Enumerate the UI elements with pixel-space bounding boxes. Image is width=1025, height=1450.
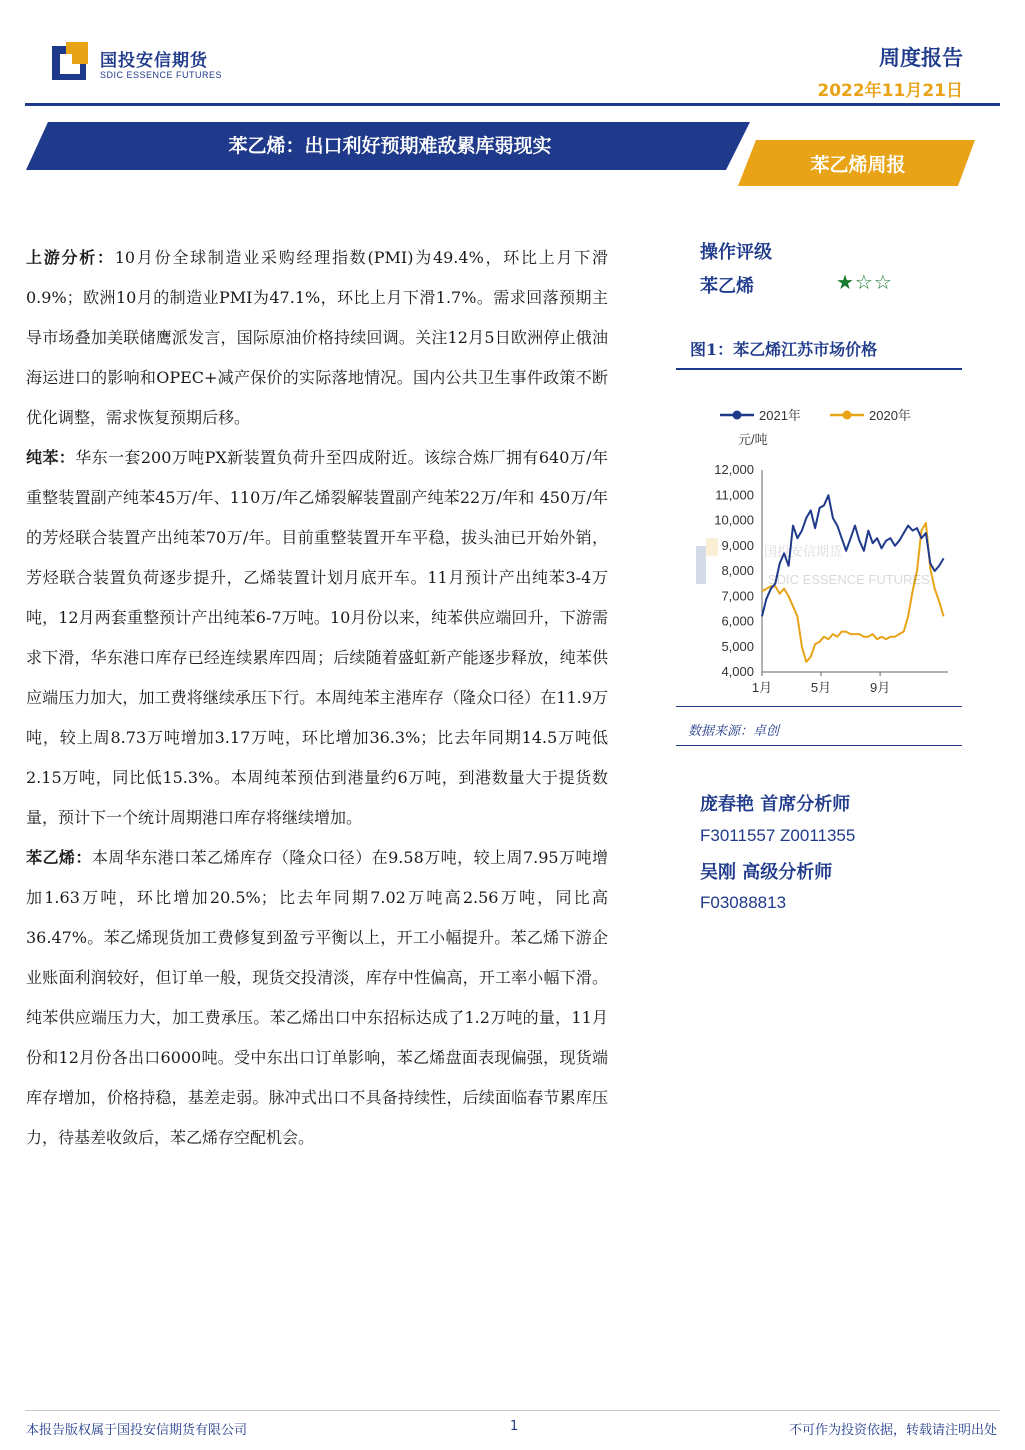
legend-marker — [843, 411, 852, 420]
rating-stars-icon: ★☆☆ — [836, 270, 893, 294]
footer-disclaimer: 不可作为投资依据，转载请注明出处 — [788, 1423, 997, 1438]
legend-label: 2021年 — [759, 408, 801, 423]
rating-title: 操作评级 — [700, 242, 772, 263]
chart-x-axis — [752, 672, 948, 695]
paragraph-lead: 纯苯： — [26, 448, 76, 467]
price-line-chart — [680, 398, 965, 708]
main-body — [26, 238, 608, 1158]
rating-product: 苯乙烯 — [700, 276, 754, 297]
analyst-2-id: F03088813 — [700, 893, 787, 912]
page-number: 1 — [510, 1419, 519, 1434]
paragraph-lead: 苯乙烯： — [26, 848, 92, 867]
logo-mark-icon — [52, 42, 92, 82]
x-tick-label: 9月 — [869, 680, 891, 695]
x-tick-label: 1月 — [751, 680, 773, 695]
legend-label: 2020年 — [869, 408, 911, 423]
styrene-paragraph — [26, 838, 608, 1158]
logo-text-en: SDIC ESSENCE FUTURES — [100, 70, 223, 80]
analyst-2-name: 吴刚 高级分析师 — [700, 862, 833, 883]
chart-legend — [720, 408, 911, 423]
figure-divider — [676, 368, 962, 370]
paragraph-text: 本周华东港口苯乙烯库存（隆众口径）在9.58万吨，较上周7.95万吨增加1.63万吨，环比增加20.5%；比去年同期7.02万吨高2.56万吨，同比高36.47%。苯乙烯现货加工费修复到盈亏平衡以上，开工小幅提升。苯乙烯下游企业账面利润较好，但订单一般，现货交投清淡，库存中性偏高，开工率小幅下滑。纯苯供应端压力大，加工费承压。苯乙烯出口中东招标达成了1.2万吨的量，11月份和12月份各出口6000吨。受中东出口订单影响，苯乙烯盘面表现偏强，现货端库存增加，价格持稳，基差走弱。脉冲式出口不具备持续性，后续面临春节累库压力，待基差收敛后，苯乙烯存空配机会。 — [26, 848, 608, 1147]
figure-title: 图1：苯乙烯江苏市场价格 — [690, 340, 878, 359]
source-divider-top — [676, 706, 962, 707]
legend-marker — [733, 411, 742, 420]
y-tick-label: 11,000 — [715, 487, 754, 503]
analyst-1-id: F3011557 Z0011355 — [700, 826, 856, 845]
report-series-label: 苯乙烯周报 — [810, 154, 906, 176]
company-logo — [52, 42, 242, 86]
chart-unit-label: 元/吨 — [738, 432, 768, 447]
chart-source: 数据来源：卓创 — [688, 724, 780, 739]
paragraph-text: 10月份全球制造业采购经理指数(PMI)为49.4%，环比上月下滑0.9%；欧洲10月的制造业PMI为47.1%，环比上月下滑1.7%。需求回落预期主导市场叠加美联储鹰派发言，国际原油价格持续回调。关注12月5日欧洲停止俄油海运进口的影响和OPEC+减产保价的实际落地情况。国内公共卫生事件政策不断优化调整，需求恢复预期后移。 — [26, 248, 608, 427]
y-tick-label: 12,000 — [714, 462, 754, 477]
paragraph-text: 华东一套200万吨PX新装置负荷升至四成附近。该综合炼厂拥有640万/年重整装置副产纯苯45万/年、110万/年乙烯裂解装置副产纯苯22万/年和 450万/年的芳烃联合装置产出纯苯70万/年。目前重整装置开车平稳，拔头油已开始外销，芳烃联合装置负荷逐步提升，乙烯装置计划月底开车。11月预计产出纯苯3-4万吨，12月两套重整预计产出纯苯6-7万吨。10月份以来，纯苯供应端回升，下游需求下滑，华东港口库存已经连续累库四周；后续随着盛虹新产能逐步释放，纯苯供应端压力加大，加工费将继续承压下行。本周纯苯主港库存（隆众口径）在11.9万吨，较上周8.73万吨增加3.17万吨，环比增加36.3%；比去年同期14.5万吨低2.15万吨，同比低15.3%。本周纯苯预估到港量约6万吨，到港数量大于提货数量，预计下一个统计周期港口库存将继续增加。 — [26, 448, 608, 827]
x-tick-label: 5月 — [810, 680, 832, 695]
report-type: 周度报告 — [879, 46, 963, 70]
benzene-paragraph — [26, 438, 608, 838]
upstream-paragraph — [26, 238, 608, 438]
footer-copyright: 本报告版权属于国投安信期货有限公司 — [26, 1423, 248, 1438]
paragraph-lead: 上游分析： — [26, 248, 115, 267]
chart-y-axis — [714, 462, 762, 679]
y-tick-label: 10,000 — [714, 512, 754, 528]
report-title: 苯乙烯：出口利好预期难敌累库弱现实 — [228, 135, 552, 157]
source-divider-bottom — [676, 745, 962, 746]
analyst-1-name: 庞春艳 首席分析师 — [700, 794, 851, 815]
y-tick-label: 5,000 — [721, 638, 754, 654]
header-divider — [25, 103, 1000, 106]
y-tick-label: 8,000 — [721, 563, 754, 578]
y-tick-label: 7,000 — [721, 588, 754, 604]
y-tick-label: 9,000 — [721, 537, 754, 553]
footer-divider — [25, 1410, 1000, 1411]
report-date: 2022年11月21日 — [817, 81, 963, 101]
y-tick-label: 6,000 — [721, 613, 754, 629]
watermark-mark — [706, 538, 718, 556]
watermark-text-en: SDIC ESSENCE FUTURES — [768, 572, 930, 587]
watermark-mark — [696, 546, 706, 584]
y-tick-label: 4,000 — [721, 664, 754, 679]
watermark-text: 国投安信期货 — [764, 544, 843, 559]
logo-text-cn: 国投安信期货 — [100, 51, 208, 71]
